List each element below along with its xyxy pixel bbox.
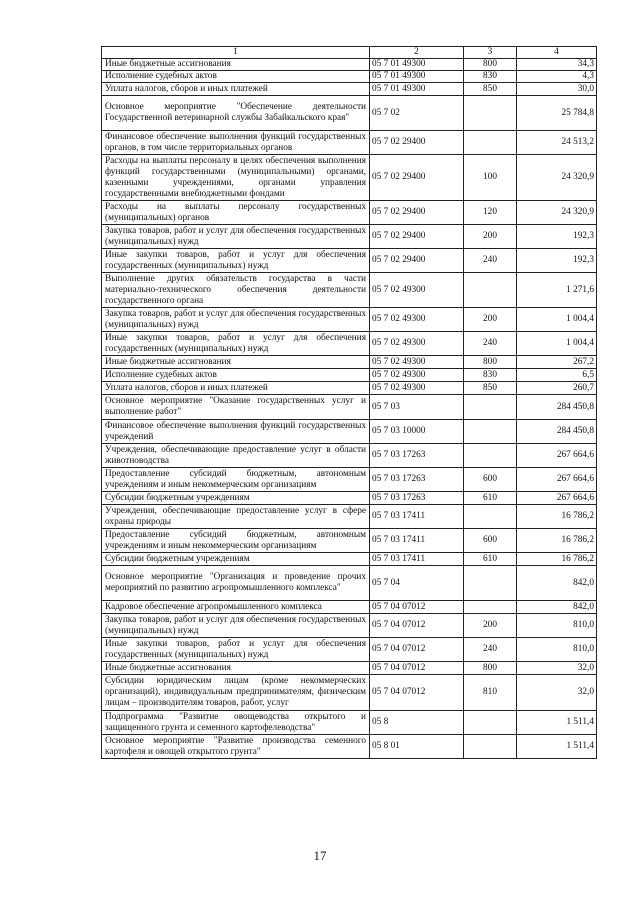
table-row	[102, 492, 597, 505]
cell-expense-type: 830	[464, 369, 517, 382]
cell-amount: 842,0	[517, 566, 597, 601]
cell-name: Расходы на выплаты персоналу в целях обеспечения выполнения функций государственными (муниципальными) органами, казенными учреждениями, органами управления государственными внебюджетными фондами	[102, 155, 370, 201]
header-col-3: 3	[464, 47, 517, 59]
cell-expense-type	[464, 735, 517, 759]
cell-target-article: 05 7 01 49300	[370, 59, 464, 71]
cell-amount: 34,3	[517, 59, 597, 71]
cell-amount: 32,0	[517, 675, 597, 711]
cell-target-article: 05 7 01 49300	[370, 71, 464, 83]
cell-target-article: 05 7 01 49300	[370, 83, 464, 96]
cell-expense-type: 810	[464, 675, 517, 711]
cell-name: Закупка товаров, работ и услуг для обеспечения государственных (муниципальных) нужд	[102, 614, 370, 638]
cell-expense-type	[464, 566, 517, 601]
cell-target-article: 05 7 03 17263	[370, 492, 464, 505]
cell-name: Исполнение судебных актов	[102, 369, 370, 382]
cell-amount: 1 271,6	[517, 273, 597, 308]
cell-target-article: 05 7 02 29400	[370, 225, 464, 249]
cell-amount: 842,0	[517, 601, 597, 614]
cell-name: Финансовое обеспечение выполнения функций государственных органов, в том числе территориальных органов	[102, 131, 370, 155]
cell-amount: 267 664,6	[517, 444, 597, 468]
cell-amount: 284 450,8	[517, 420, 597, 444]
cell-target-article: 05 7 04 07012	[370, 614, 464, 638]
cell-expense-type: 850	[464, 83, 517, 96]
table-row	[102, 614, 597, 638]
header-col-4: 4	[517, 47, 597, 59]
cell-name: Иные закупки товаров, работ и услуг для обеспечения государственных (муниципальных) нужд	[102, 249, 370, 273]
table-row	[102, 249, 597, 273]
header-col-2: 2	[370, 47, 464, 59]
cell-expense-type: 200	[464, 614, 517, 638]
cell-expense-type	[464, 444, 517, 468]
cell-expense-type	[464, 420, 517, 444]
cell-name: Иные закупки товаров, работ и услуг для обеспечения государственных (муниципальных) нужд	[102, 332, 370, 356]
cell-amount: 192,3	[517, 249, 597, 273]
cell-amount: 192,3	[517, 225, 597, 249]
cell-name: Основное мероприятие "Оказание государственных услуг и выполнение работ"	[102, 395, 370, 420]
table-row	[102, 369, 597, 382]
cell-expense-type	[464, 711, 517, 735]
cell-expense-type	[464, 395, 517, 420]
cell-amount: 16 786,2	[517, 553, 597, 566]
cell-name: Иные бюджетные ассигнования	[102, 356, 370, 369]
cell-name: Субсидии юридическим лицам (кроме некоммерческих организаций), индивидуальным предпринимателям, физическим лицам – производителям товаров, работ, услуг	[102, 675, 370, 711]
cell-target-article: 05 7 02	[370, 96, 464, 131]
cell-expense-type	[464, 96, 517, 131]
cell-name: Выполнение других обязательств государства в части материально-технического обеспечения деятельности государственного органа	[102, 273, 370, 308]
cell-amount: 4,3	[517, 71, 597, 83]
cell-name: Закупка товаров, работ и услуг для обеспечения государственных (муниципальных) нужд	[102, 225, 370, 249]
cell-name: Предоставление субсидий бюджетным, автономным учреждениям и иным некоммерческим организациям	[102, 529, 370, 553]
cell-name: Субсидии бюджетным учреждениям	[102, 492, 370, 505]
cell-expense-type: 600	[464, 529, 517, 553]
table-row	[102, 711, 597, 735]
table-row	[102, 273, 597, 308]
cell-expense-type: 100	[464, 155, 517, 201]
cell-expense-type: 800	[464, 662, 517, 675]
cell-name: Иные бюджетные ассигнования	[102, 662, 370, 675]
cell-amount: 30,0	[517, 83, 597, 96]
cell-amount: 24 320,9	[517, 155, 597, 201]
cell-expense-type: 800	[464, 356, 517, 369]
cell-amount: 6,5	[517, 369, 597, 382]
cell-expense-type	[464, 273, 517, 308]
cell-expense-type: 850	[464, 382, 517, 395]
table-row	[102, 332, 597, 356]
table-row	[102, 96, 597, 131]
cell-amount: 16 786,2	[517, 505, 597, 529]
cell-expense-type: 240	[464, 332, 517, 356]
cell-expense-type: 830	[464, 71, 517, 83]
table-row	[102, 601, 597, 614]
table-row	[102, 420, 597, 444]
cell-target-article: 05 7 02 49300	[370, 382, 464, 395]
cell-target-article: 05 7 04 07012	[370, 638, 464, 662]
table-row	[102, 566, 597, 601]
cell-amount: 1 511,4	[517, 711, 597, 735]
cell-name: Закупка товаров, работ и услуг для обеспечения государственных (муниципальных) нужд	[102, 308, 370, 332]
cell-amount: 24 513,2	[517, 131, 597, 155]
cell-name: Иные закупки товаров, работ и услуг для обеспечения государственных (муниципальных) нужд	[102, 638, 370, 662]
cell-target-article: 05 7 02 49300	[370, 273, 464, 308]
cell-amount: 1 004,4	[517, 332, 597, 356]
cell-expense-type: 240	[464, 249, 517, 273]
cell-target-article: 05 7 04 07012	[370, 675, 464, 711]
cell-expense-type: 610	[464, 553, 517, 566]
cell-target-article: 05 8 01	[370, 735, 464, 759]
cell-target-article: 05 7 04	[370, 566, 464, 601]
cell-name: Уплата налогов, сборов и иных платежей	[102, 382, 370, 395]
cell-name: Финансовое обеспечение выполнения функций государственных учреждений	[102, 420, 370, 444]
cell-expense-type	[464, 131, 517, 155]
cell-target-article: 05 7 02 49300	[370, 332, 464, 356]
table-row	[102, 155, 597, 201]
table-row	[102, 83, 597, 96]
table-row	[102, 356, 597, 369]
cell-target-article: 05 7 02 49300	[370, 369, 464, 382]
cell-amount: 267 664,6	[517, 492, 597, 505]
header-col-1: 1	[102, 47, 370, 59]
cell-expense-type	[464, 505, 517, 529]
cell-target-article: 05 7 02 29400	[370, 155, 464, 201]
table-row	[102, 638, 597, 662]
cell-expense-type: 240	[464, 638, 517, 662]
budget-table	[101, 46, 597, 759]
table-row	[102, 529, 597, 553]
cell-amount: 284 450,8	[517, 395, 597, 420]
cell-target-article: 05 7 03 17411	[370, 553, 464, 566]
table-header-row	[102, 47, 597, 59]
cell-amount: 810,0	[517, 614, 597, 638]
table-row	[102, 201, 597, 225]
cell-target-article: 05 7 02 29400	[370, 249, 464, 273]
table-row	[102, 662, 597, 675]
cell-target-article: 05 7 03	[370, 395, 464, 420]
table-row	[102, 553, 597, 566]
cell-expense-type: 200	[464, 225, 517, 249]
table-row	[102, 308, 597, 332]
cell-target-article: 05 7 02 29400	[370, 201, 464, 225]
table-row	[102, 395, 597, 420]
cell-expense-type	[464, 601, 517, 614]
cell-name: Основное мероприятие "Организация и проведение прочих мероприятий по развитию агропромышленного комплекса"	[102, 566, 370, 601]
cell-target-article: 05 7 03 17411	[370, 505, 464, 529]
cell-name: Подпрограмма "Развитие овощеводства открытого и защищенного грунта и семенного картофелеводства"	[102, 711, 370, 735]
cell-amount: 1 004,4	[517, 308, 597, 332]
table-row	[102, 444, 597, 468]
cell-target-article: 05 7 02 49300	[370, 356, 464, 369]
table-row	[102, 225, 597, 249]
cell-amount: 16 786,2	[517, 529, 597, 553]
cell-target-article: 05 7 03 17263	[370, 444, 464, 468]
cell-name: Учреждения, обеспечивающие предоставление услуг в области животноводства	[102, 444, 370, 468]
cell-target-article: 05 7 02 29400	[370, 131, 464, 155]
cell-target-article: 05 7 03 17411	[370, 529, 464, 553]
table-row	[102, 505, 597, 529]
cell-name: Расходы на выплаты персоналу государственных (муниципальных) органов	[102, 201, 370, 225]
cell-amount: 25 784,8	[517, 96, 597, 131]
cell-expense-type: 600	[464, 468, 517, 492]
table-row	[102, 675, 597, 711]
cell-target-article: 05 8	[370, 711, 464, 735]
cell-target-article: 05 7 03 10000	[370, 420, 464, 444]
cell-name: Иные бюджетные ассигнования	[102, 59, 370, 71]
cell-name: Субсидии бюджетным учреждениям	[102, 553, 370, 566]
page-number: 17	[313, 848, 327, 863]
cell-amount: 260,7	[517, 382, 597, 395]
cell-expense-type: 800	[464, 59, 517, 71]
cell-expense-type: 610	[464, 492, 517, 505]
cell-name: Исполнение судебных актов	[102, 71, 370, 83]
table-row	[102, 468, 597, 492]
cell-amount: 267,2	[517, 356, 597, 369]
table-row	[102, 71, 597, 83]
table-row	[102, 735, 597, 759]
cell-target-article: 05 7 02 49300	[370, 308, 464, 332]
cell-target-article: 05 7 03 17263	[370, 468, 464, 492]
table-row	[102, 382, 597, 395]
cell-name: Основное мероприятие "Развитие производства семенного картофеля и овощей открытого грунта"	[102, 735, 370, 759]
cell-amount: 24 320,9	[517, 201, 597, 225]
cell-expense-type: 120	[464, 201, 517, 225]
cell-name: Уплата налогов, сборов и иных платежей	[102, 83, 370, 96]
cell-amount: 32,0	[517, 662, 597, 675]
cell-amount: 810,0	[517, 638, 597, 662]
budget-table-body	[102, 47, 597, 759]
cell-expense-type: 200	[464, 308, 517, 332]
cell-name: Кадровое обеспечение агропромышленного комплекса	[102, 601, 370, 614]
cell-name: Учреждения, обеспечивающие предоставление услуг в сфере охраны природы	[102, 505, 370, 529]
cell-target-article: 05 7 04 07012	[370, 662, 464, 675]
table-row	[102, 131, 597, 155]
cell-target-article: 05 7 04 07012	[370, 601, 464, 614]
table-row	[102, 59, 597, 71]
cell-name: Основное мероприятие "Обеспечение деятельности Государственной ветеринарной службы Забайкальского края"	[102, 96, 370, 131]
cell-name: Предоставление субсидий бюджетным, автономным учреждениям и иным некоммерческим организациям	[102, 468, 370, 492]
cell-amount: 1 511,4	[517, 735, 597, 759]
cell-amount: 267 664,6	[517, 468, 597, 492]
